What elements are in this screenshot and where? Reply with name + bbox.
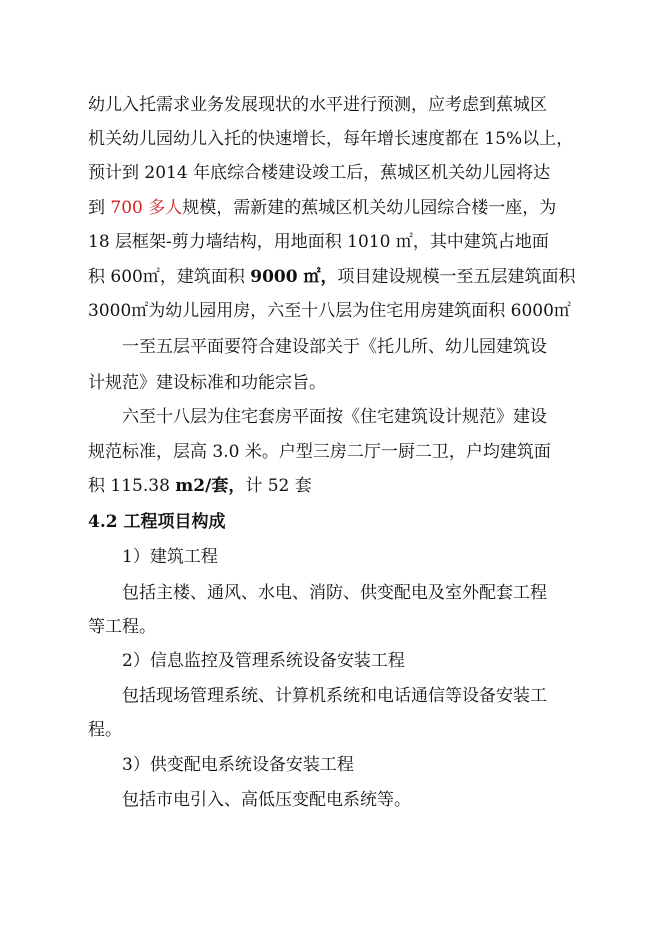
paragraph-text: 积 600㎡，建筑面积 bbox=[88, 267, 251, 287]
paragraph-text: 项目建设规模一至五层建筑面积 bbox=[337, 267, 576, 287]
paragraph-text: 计 52 套 bbox=[245, 476, 312, 496]
highlighted-text: 700 多人 bbox=[110, 198, 183, 218]
text-line bbox=[88, 93, 547, 117]
item-title: 1）建筑工程 bbox=[122, 547, 218, 567]
paragraph-text: 3000㎡为幼儿园用房，六至十八层为住宅用房建筑面积 6000㎡ bbox=[88, 301, 571, 321]
paragraph-text: 规模，需新建的蕉城区机关幼儿园综合楼一座，为 bbox=[182, 198, 557, 218]
paragraph-text: 规范标准，层高 3.0 米。户型三房二厅一厨二卫，户均建筑面 bbox=[88, 442, 551, 462]
text-line bbox=[88, 230, 549, 254]
paragraph-text: 到 bbox=[88, 198, 111, 218]
text-line bbox=[122, 405, 547, 429]
text-line bbox=[88, 474, 312, 498]
text-line bbox=[88, 196, 556, 220]
text-line bbox=[88, 299, 571, 323]
text-line bbox=[88, 127, 573, 151]
text-line: 程。 bbox=[88, 720, 122, 740]
paragraph-text: 机关幼儿园幼儿入托的快速增长，每年增长速度都在 15%以上， bbox=[88, 129, 574, 149]
text-line: 包括主楼、通风、水电、消防、供变配电及室外配套工程 bbox=[122, 583, 547, 603]
paragraph-text: 六至十八层为住宅套房平面按《住宅建筑设计规范》建设 bbox=[122, 407, 547, 427]
text-line bbox=[88, 265, 576, 289]
paragraph-text: 积 115.38 bbox=[88, 476, 176, 496]
section-heading: 4.2 工程项目构成 bbox=[88, 512, 226, 532]
paragraph-text: 幼儿入托需求业务发展现状的水平进行预测，应考虑到蕉城区 bbox=[88, 95, 547, 115]
text-line: 等工程。 bbox=[88, 617, 156, 637]
item-title: 2）信息监控及管理系统设备安装工程 bbox=[122, 651, 405, 671]
bold-text: m2/套， bbox=[175, 476, 246, 496]
text-line: 包括现场管理系统、计算机系统和电话通信等设备安装工 bbox=[122, 686, 547, 706]
text-line bbox=[88, 440, 551, 464]
text-line: 包括市电引入、高低压变配电系统等。 bbox=[122, 790, 411, 810]
paragraph-text: 18 层框架-剪力墙结构，用地面积 1010 ㎡，其中建筑占地面 bbox=[88, 232, 549, 252]
paragraph-text: 一至五层平面要符合建设部关于《托儿所、幼儿园建筑设 bbox=[122, 337, 547, 357]
bold-text: 9000 ㎡， bbox=[250, 267, 338, 287]
text-line bbox=[88, 371, 326, 395]
item-title: 3）供变配电系统设备安装工程 bbox=[122, 755, 354, 775]
paragraph-text: 预计到 2014 年底综合楼建设竣工后，蕉城区机关幼儿园将达 bbox=[88, 163, 551, 183]
paragraph-text: 计规范》建设标准和功能宗旨。 bbox=[88, 373, 326, 393]
text-line bbox=[88, 161, 550, 185]
text-line bbox=[122, 335, 547, 359]
